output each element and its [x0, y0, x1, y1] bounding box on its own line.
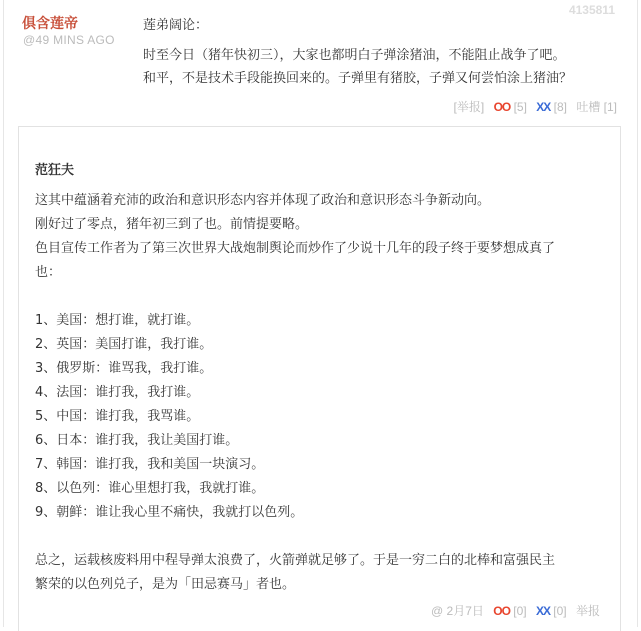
comment-text-line: 和平，不是技术手段能换回来的。子弹里有猪胶，子弹又何尝怕涂上猪油？	[143, 71, 573, 86]
quoted-list-item: 8、以色列：谁心里想打我，我就打谁。	[35, 481, 265, 496]
quoted-list-item: 4、法国：谁打我，我打谁。	[35, 385, 200, 400]
comment-actions	[454, 98, 617, 115]
quoted-list-item: 3、俄罗斯：谁骂我，我打谁。	[35, 361, 213, 376]
xx-vote-button[interactable]: XX	[536, 100, 551, 114]
quoted-actions	[431, 602, 600, 619]
xx-count: [8]	[553, 100, 567, 114]
quoted-text-line: 总之，运载核废料用中程导弹太浪费了，火箭弹就足够了。于是一穷二白的北棒和富强民主	[35, 553, 556, 568]
comment-text-line: 莲弟阔论：	[143, 18, 209, 33]
quoted-list-item: 1、美国：想打谁，就打谁。	[35, 313, 200, 328]
oo-count: [0]	[513, 604, 527, 618]
quoted-author[interactable]: 范狂夫	[35, 163, 75, 178]
quoted-list-item: 9、朝鲜：谁让我心里不痛快，我就打以色列。	[35, 505, 304, 520]
quoted-text-line: 色目宣传工作者为了第三次世界大战炮制舆论而炒作了少说十几年的段子终于要梦想成真了	[35, 241, 556, 256]
quoted-text-line: 刚好过了零点，猪年初三到了也。前情提要略。	[35, 217, 309, 232]
quoted-list-item: 7、韩国：谁打我，我和美国一块演习。	[35, 457, 265, 472]
quoted-date: @ 2月7日	[431, 604, 484, 618]
comment-author[interactable]: 俱含莲帝	[22, 16, 78, 32]
comment-text-line: 时至今日（猪年快初三），大家也都明白子弹涂猪油，不能阻止战争了吧。	[143, 48, 566, 63]
oo-vote-button[interactable]: OO	[493, 100, 511, 114]
quoted-text-line: 繁荣的以色列兑子，是为「田忌赛马」者也。	[35, 577, 296, 592]
quoted-text-line: 这其中蕴涵着充沛的政治和意识形态内容并体现了政治和意识形态斗争新动向。	[35, 193, 491, 208]
quoted-list-item: 5、中国：谁打我，我骂谁。	[35, 409, 200, 424]
xx-count: [0]	[553, 604, 567, 618]
quoted-list-item: 2、英国：美国打谁，我打谁。	[35, 337, 213, 352]
comment-id[interactable]: 4135811	[568, 3, 615, 17]
oo-count: [5]	[513, 100, 527, 114]
xx-vote-button[interactable]: XX	[535, 604, 550, 618]
comment-card	[3, 0, 638, 627]
quoted-comment	[18, 126, 621, 631]
quoted-list-item: 6、日本：谁打我，我让美国打谁。	[35, 433, 239, 448]
report-link[interactable]: [举报]	[453, 100, 485, 114]
quoted-text-line: 也：	[35, 265, 62, 280]
comment-time: @49 MINS AGO	[23, 33, 115, 47]
report-link[interactable]: 举报	[575, 604, 600, 618]
tucao-link[interactable]: 吐槽 [1]	[576, 100, 617, 114]
oo-vote-button[interactable]: OO	[493, 604, 510, 618]
